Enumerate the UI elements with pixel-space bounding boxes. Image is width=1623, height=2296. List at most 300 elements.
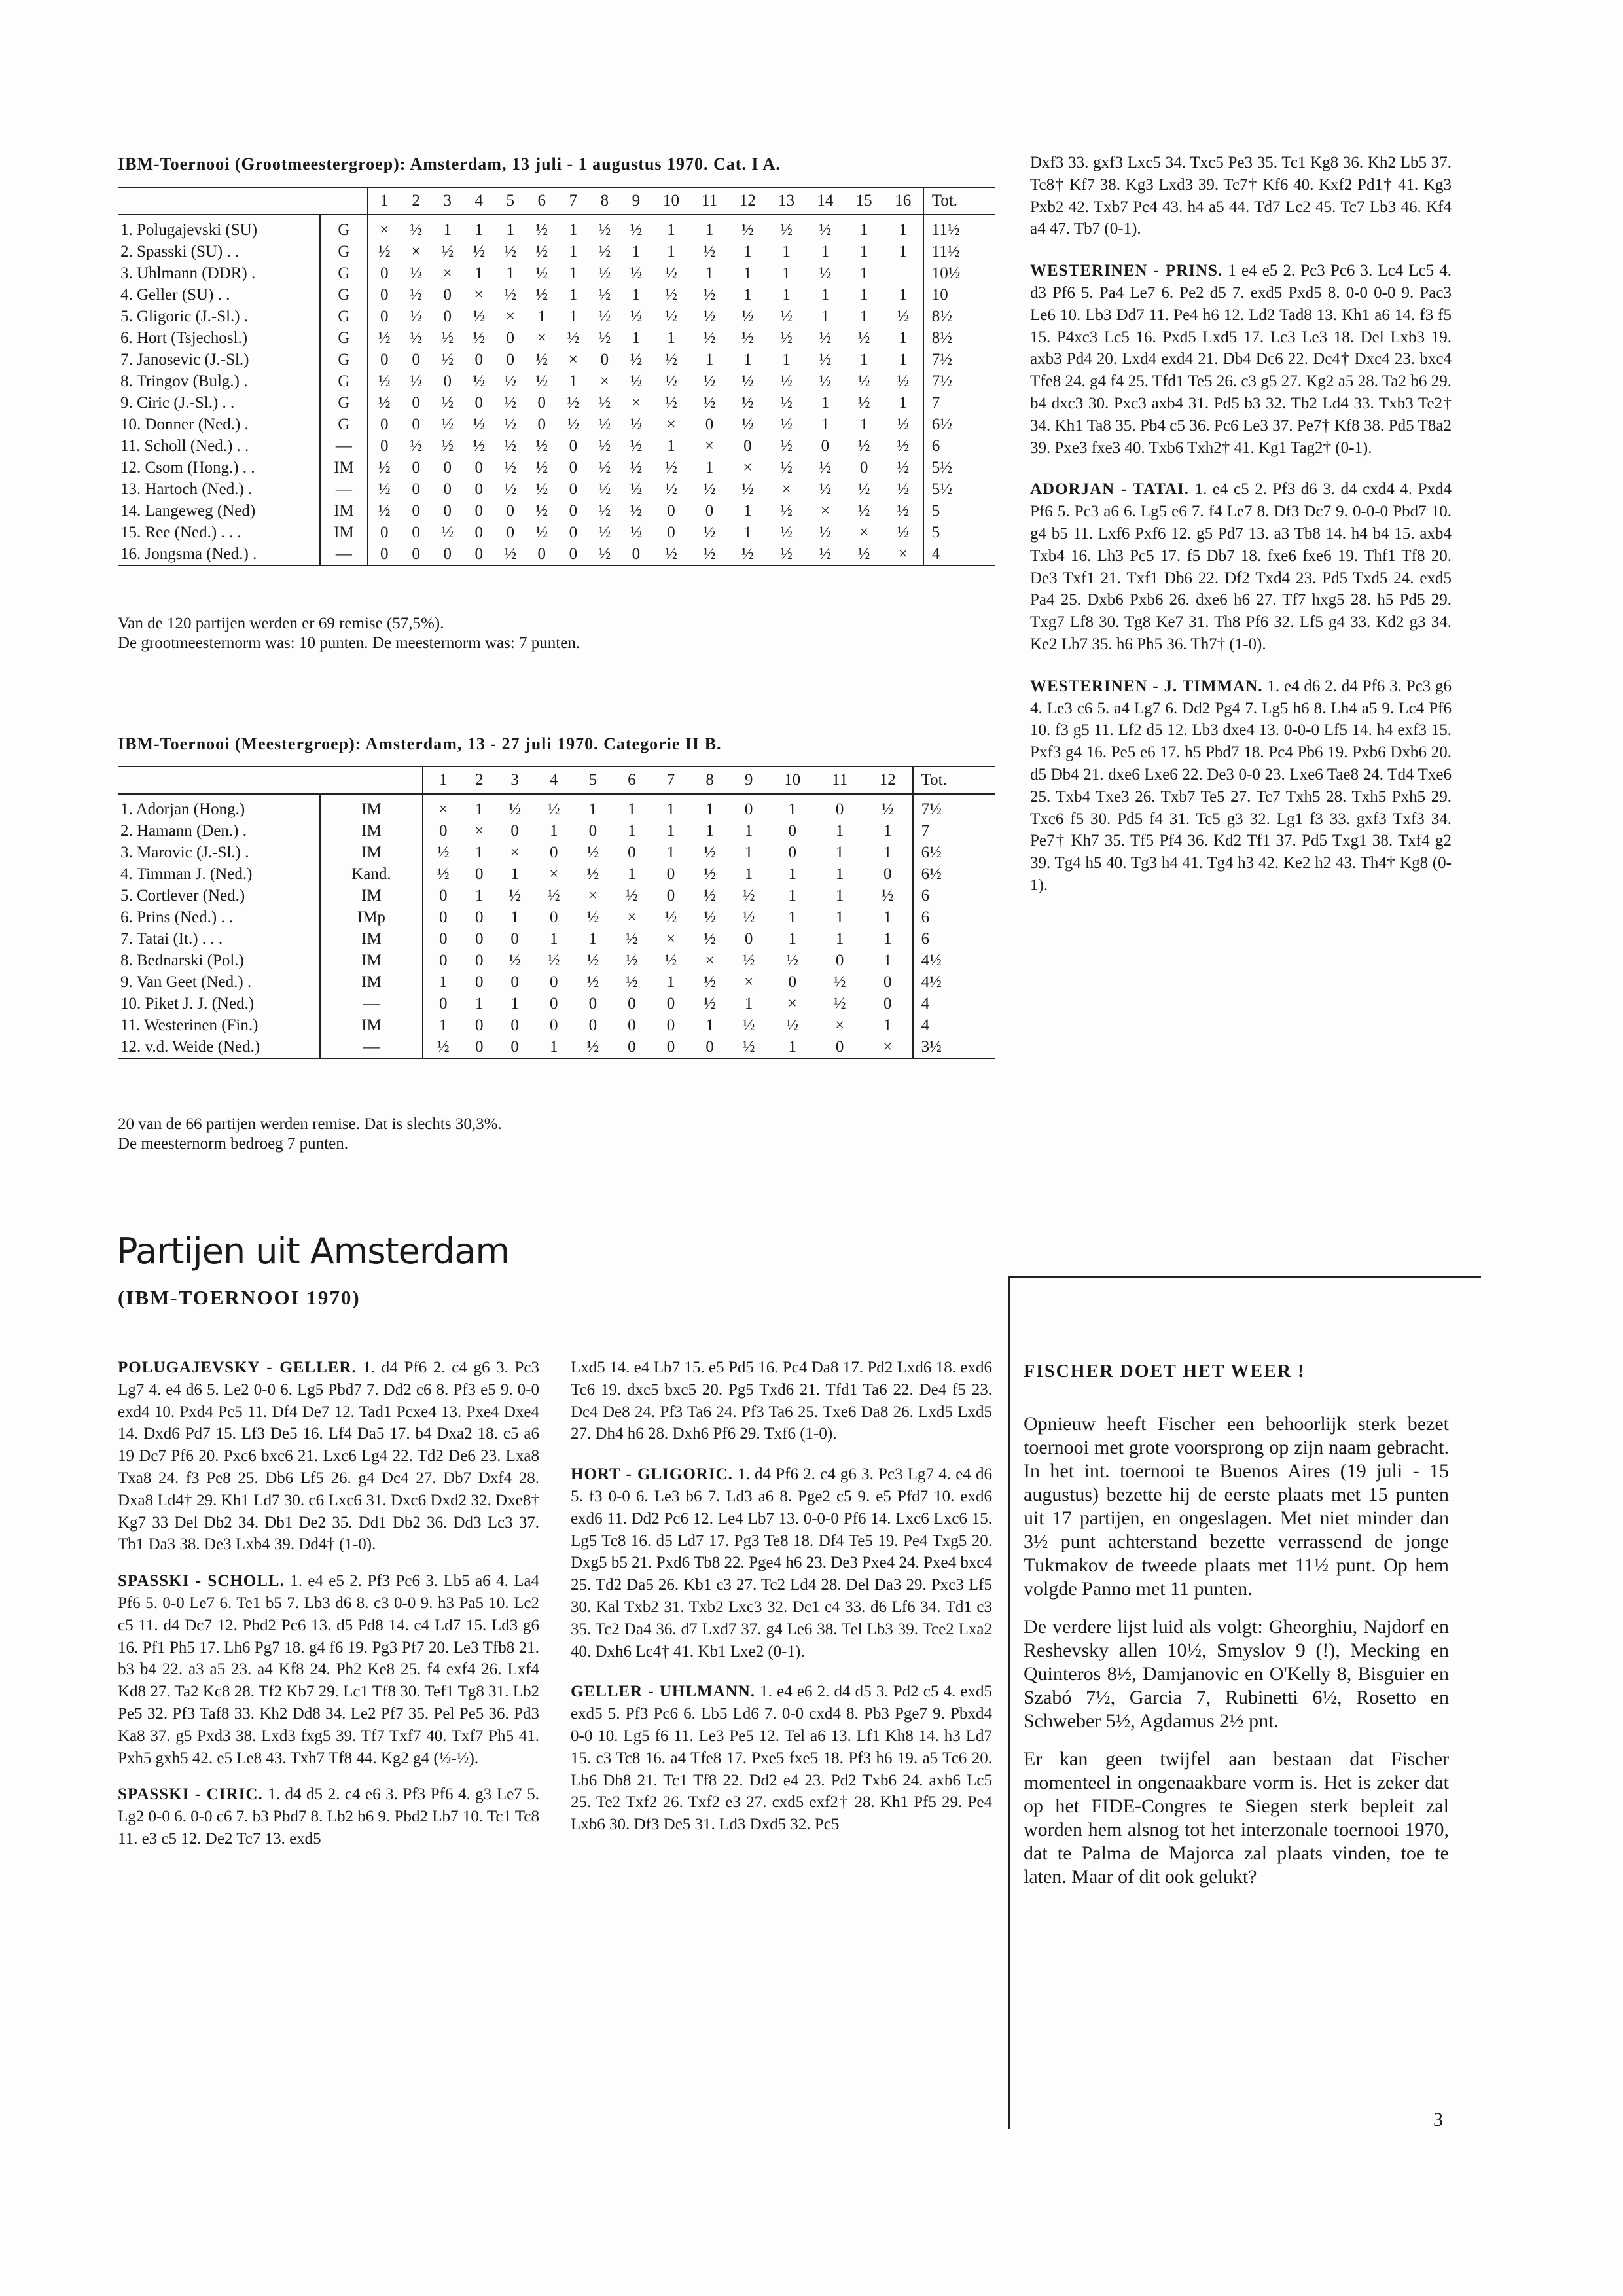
result-cell: ½ <box>504 393 517 412</box>
result-cell: ½ <box>567 393 580 412</box>
game-title: WESTERINEN - PRINS. <box>1030 262 1223 280</box>
result-cell: ½ <box>703 242 716 260</box>
result-cell: 0 <box>474 545 483 563</box>
player-name: 11. Scholl (Ned.) . . <box>120 437 249 455</box>
result-cell: ½ <box>598 264 611 282</box>
result-cell: 0 <box>506 329 515 347</box>
result-cell: 0 <box>788 973 796 991</box>
result-cell: ½ <box>665 480 677 498</box>
result-cell: ½ <box>897 458 910 476</box>
result-cell: 1 <box>550 929 558 948</box>
result-cell: 1 <box>628 800 636 818</box>
player-title: IM <box>320 794 423 820</box>
player-row <box>118 885 995 906</box>
result-cell: 0 <box>506 350 515 368</box>
result-cell: × <box>537 329 546 347</box>
player-total: 4½ <box>913 950 995 971</box>
result-cell: 0 <box>438 821 448 840</box>
player-row <box>118 928 995 950</box>
result-cell: 1 <box>899 329 908 347</box>
result-cell: ½ <box>630 350 643 368</box>
result-cell: ½ <box>441 242 454 260</box>
column-number: 6 <box>613 767 652 794</box>
result-cell: ½ <box>535 285 548 304</box>
result-cell: 1 <box>859 307 868 325</box>
player-total: 5½ <box>923 478 995 500</box>
result-cell: 0 <box>412 523 420 541</box>
result-cell: ½ <box>626 973 638 991</box>
result-cell: 0 <box>666 865 675 883</box>
result-cell: 1 <box>883 929 892 948</box>
game-moves: 1. e4 e5 2. Pf3 Pc6 3. Lb5 a6 4. La4 Pf6 5. 0-0 Le7 6. Te1 b5 7. Lb3 d6 8. c3 0-0 9. h3 Pa5 10. Lc2 c5 11. d4 Dc7 12. Pbd2 Pc6 13. d5 Pd8 14. c4 Ld7 15. Ld3 g6 16. Pf1 Ph5 17. Lh6 Pg7 18. g4 f6 19. Pg3 Pf7 20. Le3 Tfb8 21. b3 b4 22. a3 a5 23. a4 Kf8 24. Ph2 Ke8 25. f4 exf4 26. Lxf4 Kd8 27. Ta2 Kc8 28. Tf2 Kb7 29. Lc1 Tf8 30. Tef1 Tg8 31. Lb2 Pe5 32. Pf3 Taf8 33. Kh2 Dd8 34. Le2 Pf7 35. Pel Pe5 36. Pd3 Ka8 37. g5 Pxd3 38. Lxd3 fxg5 39. Tf7 Txf7 40. Txf7 Ph5 41. Pxh5 gxh5 42. e5 Le8 43. Txh7 Tf8 44. Kg2 g4 (½-½). <box>118 1572 540 1767</box>
result-cell: ½ <box>857 437 870 455</box>
result-cell: ½ <box>897 523 910 541</box>
player-name: 11. Westerinen (Fin.) <box>120 1016 259 1034</box>
result-cell: 0 <box>412 350 420 368</box>
result-cell: ½ <box>598 415 611 433</box>
result-cell: ½ <box>547 886 560 905</box>
player-name: 8. Tringov (Bulg.) . <box>120 372 248 390</box>
result-cell: 1 <box>788 865 796 883</box>
result-cell: 1 <box>588 929 597 948</box>
result-cell: ½ <box>703 329 716 347</box>
result-cell: ½ <box>630 221 643 239</box>
player-total: 10½ <box>923 262 995 284</box>
player-total: 5½ <box>923 457 995 478</box>
game-moves: 1 e4 e5 2. Pc3 Pc6 3. Lc4 Lc5 4. d3 Pf6 5. Pa4 Le7 6. Pe2 d5 7. exd5 Pxd5 8. 0-0 0-0 9. Pac3 Le6 10. Lb3 Dd7 11. Pe4 h6 12. Ld2 Tad8 13. Kh1 a6 14. f3 f5 15. P4xc3 Lc5 16. Pxd5 Lxd5 17. Lc3 Le3 18. Del Lxb3 19. axb3 Pd4 20. Lxd4 exd4 21. Db4 Dc6 22. Dc4† Dxc4 23. bxc4 Tfe8 24. g4 f4 25. Tfd1 Te5 26. c3 g5 27. Kg2 a5 28. Ta2 b6 29. b4 dxc3 30. Pxc3 axb4 31. Pd5 b3 32. Tb2 Ld4 33. Txb3 Te2† 34. Kh1 Ta8 35. Pb4 c5 36. Pc6 Le3 37. Pe7† Kf8 38. Pd5 T8a2 39. Pxe3 fxe3 40. Txb6 Txh2† 41. Kg1 Tag2† (0-1). <box>1030 262 1452 457</box>
result-cell: ½ <box>535 458 548 476</box>
result-cell: 1 <box>835 843 844 861</box>
column-number: 8 <box>690 767 730 794</box>
result-cell: ½ <box>508 886 522 905</box>
result-cell: 0 <box>438 951 448 969</box>
result-cell: 0 <box>537 415 546 433</box>
player-name: 5. Cortlever (Ned.) <box>120 886 245 905</box>
player-total: 11½ <box>923 215 995 241</box>
player-row <box>118 241 995 262</box>
result-cell: ½ <box>504 372 517 390</box>
result-cell: ½ <box>504 545 517 563</box>
result-cell: ½ <box>630 415 643 433</box>
result-cell: 0 <box>569 545 578 563</box>
result-cell: 1 <box>569 285 578 304</box>
player-row <box>118 993 995 1014</box>
result-cell: 1 <box>821 415 830 433</box>
result-cell: ½ <box>473 437 486 455</box>
games-column-1 <box>118 1357 539 1865</box>
result-cell: 1 <box>705 1016 714 1034</box>
result-cell: ½ <box>703 523 716 541</box>
result-cell: ½ <box>504 480 517 498</box>
column-number: 1 <box>368 188 401 215</box>
column-number: 10 <box>768 767 817 794</box>
result-cell: 1 <box>569 307 578 325</box>
player-total: 7½ <box>923 370 995 392</box>
result-cell: 1 <box>632 285 641 304</box>
result-cell: ½ <box>504 415 517 433</box>
player-name: 6. Prins (Ned.) . . <box>120 908 234 926</box>
result-cell: × <box>510 843 520 861</box>
result-cell: 1 <box>475 886 484 905</box>
player-total: 6 <box>923 435 995 457</box>
result-cell: 1 <box>666 843 675 861</box>
result-cell: 0 <box>438 886 448 905</box>
result-cell: ½ <box>819 350 832 368</box>
player-title: IM <box>320 842 423 863</box>
player-title: G <box>320 392 368 414</box>
result-cell: 1 <box>788 929 796 948</box>
result-cell: × <box>411 242 421 260</box>
result-cell: × <box>666 929 676 948</box>
result-cell: ½ <box>703 393 716 412</box>
result-cell: 1 <box>883 908 892 926</box>
result-cell: × <box>438 800 448 818</box>
result-cell: 1 <box>743 285 752 304</box>
result-cell: ½ <box>547 951 560 969</box>
result-cell: ½ <box>741 415 754 433</box>
result-cell: 0 <box>550 994 558 1013</box>
player-row <box>118 370 995 392</box>
result-cell: 0 <box>666 886 675 905</box>
result-cell: 1 <box>705 458 714 476</box>
result-cell: ½ <box>741 393 754 412</box>
result-cell: ½ <box>704 886 716 905</box>
column-number: 13 <box>767 188 806 215</box>
header-spacer <box>118 767 423 794</box>
result-cell: × <box>599 372 609 390</box>
result-cell: 1 <box>899 221 908 239</box>
player-title: IM <box>320 928 423 950</box>
column-number: 3 <box>495 767 535 794</box>
column-number: 9 <box>620 188 652 215</box>
game-moves: 1. e4 e6 2. d4 d5 3. Pd2 c5 4. exd5 exd5 5. Pf3 Pc6 6. Lb5 Ld6 7. 0-0 cxd4 8. Pb3 Pge7 9. Pbxd4 0-0 10. Lg5 f6 11. Le3 Pe5 12. Tel a6 13. Lf1 Kh8 14. h3 Ld7 15. c3 Tc8 16. a4 Tfe8 17. Pxe5 fxe5 18. Pf3 h6 19. a5 Tc6 20. Lb6 Db8 21. Tc1 Tf8 22. Dd2 e4 23. Pd2 Txb6 24. axb6 Lc5 25. Te2 Txf2 26. Txf2 e3 27. cxd5 exf2† 28. Kh1 Pf5 29. Pe4 Lxb6 30. Df3 De5 31. Ld3 Dxd5 32. Pc5 <box>571 1683 992 1834</box>
result-cell: ½ <box>897 372 910 390</box>
result-cell: 0 <box>475 973 484 991</box>
player-total: 7 <box>923 392 995 414</box>
player-total: 4 <box>913 993 995 1014</box>
result-cell: ½ <box>535 242 548 260</box>
result-cell: 1 <box>667 437 675 455</box>
player-total: 6 <box>913 928 995 950</box>
result-cell: ½ <box>703 480 716 498</box>
player-title: IM <box>320 457 368 478</box>
result-cell: × <box>568 350 578 368</box>
player-row <box>118 284 995 306</box>
result-cell: ½ <box>780 372 793 390</box>
page-subheading: (IBM-TOERNOOI 1970) <box>118 1286 361 1309</box>
result-cell: × <box>505 307 515 325</box>
player-title: G <box>320 215 368 241</box>
result-cell: × <box>549 865 559 883</box>
result-cell: ½ <box>857 393 870 412</box>
result-cell: 0 <box>475 929 484 948</box>
result-cell: 0 <box>380 545 389 563</box>
result-cell: ½ <box>857 329 870 347</box>
result-cell: 0 <box>537 393 546 412</box>
player-title: G <box>320 414 368 435</box>
result-cell: 1 <box>666 800 675 818</box>
result-cell: 1 <box>705 821 714 840</box>
result-cell: ½ <box>665 307 677 325</box>
result-cell: 0 <box>380 285 389 304</box>
player-title: — <box>320 1036 423 1058</box>
result-cell: ½ <box>819 221 832 239</box>
result-cell: 1 <box>883 1016 892 1034</box>
result-cell: × <box>705 951 715 969</box>
column-number: 7 <box>558 188 589 215</box>
result-cell: ½ <box>410 285 423 304</box>
player-name: 9. Ciric (J.-Sl.) . . <box>120 393 235 412</box>
result-cell: 0 <box>412 458 420 476</box>
result-cell: ½ <box>378 501 391 520</box>
result-cell: 0 <box>588 821 597 840</box>
result-cell: 0 <box>666 1037 675 1056</box>
result-cell: ½ <box>665 458 677 476</box>
result-cell: 0 <box>443 480 452 498</box>
result-cell: ½ <box>704 908 716 926</box>
result-cell: × <box>787 994 797 1013</box>
player-total: 7½ <box>913 794 995 820</box>
result-cell: ½ <box>786 951 799 969</box>
column-number: 9 <box>729 767 768 794</box>
result-cell: ½ <box>857 545 870 563</box>
result-cell: ½ <box>741 221 754 239</box>
column-number: 3 <box>432 188 463 215</box>
result-cell: 1 <box>788 908 796 926</box>
result-cell: ½ <box>378 242 391 260</box>
result-cell: ½ <box>598 458 611 476</box>
player-title: G <box>320 241 368 262</box>
result-cell: 0 <box>475 908 484 926</box>
result-cell: 0 <box>443 285 452 304</box>
result-cell: ½ <box>535 523 548 541</box>
game-moves: 1. e4 d6 2. d4 Pf6 3. Pc3 g6 4. Le3 c6 5. a4 Lg7 6. Dd2 Pg4 7. Lg5 h6 8. Lh4 a5 9. Lc4 Pf6 10. f3 g5 11. Lf2 d5 12. Lb3 dxe4 13. 0-0-0 Lf5 14. h4 exf3 15. Pxf3 g4 16. Pe5 e6 17. h5 Pbd7 18. Pc4 Pb6 19. Pxb6 Dxb6 20. d5 Db4 21. dxe6 Lxe6 22. De3 0-0 23. Lxe6 Tae8 24. Td4 Txe6 25. Txb4 Txe3 26. Txb7 Te5 27. Tc7 Txh5 28. Txh5 Pxh5 29. Txc6 f5 30. Pd5 f4 31. Tc5 g3 32. Lg1 f3 33. gxf3 Txf3 34. Pe7† Kh7 35. Tf5 Pf4 36. Kd2 Tf1 37. Pd5 Txg1 38. Txf4 g2 39. Tg4 h5 40. Tg3 h4 41. Tg4 h3 42. Ke2 h2 43. Th4† Kg8 (0-1). <box>1030 677 1452 894</box>
result-cell: ½ <box>833 973 846 991</box>
result-cell: ½ <box>410 264 423 282</box>
result-cell: 1 <box>821 285 830 304</box>
result-cell: × <box>743 458 753 476</box>
result-cell: 0 <box>550 908 558 926</box>
result-cell: 0 <box>510 1016 519 1034</box>
result-cell: 1 <box>835 821 844 840</box>
result-cell: × <box>666 415 676 433</box>
result-cell: ½ <box>437 1037 450 1056</box>
result-cell: ½ <box>410 221 423 239</box>
games-column-2 <box>571 1357 992 1854</box>
result-cell: ½ <box>819 458 832 476</box>
player-total: 7 <box>913 820 995 842</box>
result-cell: 0 <box>744 929 753 948</box>
result-cell: × <box>380 221 389 239</box>
result-cell: ½ <box>626 886 638 905</box>
player-total: 6 <box>913 885 995 906</box>
result-cell: ½ <box>626 951 638 969</box>
result-cell: 0 <box>412 480 420 498</box>
player-name: 12. v.d. Weide (Ned.) <box>120 1037 260 1056</box>
result-cell: ½ <box>704 929 716 948</box>
result-cell: × <box>820 501 830 520</box>
result-cell: 1 <box>743 501 752 520</box>
player-row <box>118 327 995 349</box>
total-header: Tot. <box>913 767 995 794</box>
result-cell: ½ <box>741 372 754 390</box>
result-cell: ½ <box>881 886 894 905</box>
result-cell: 0 <box>438 908 448 926</box>
player-name: 1. Adorjan (Hong.) <box>120 800 245 818</box>
column-number: 15 <box>845 188 883 215</box>
result-cell: × <box>859 523 869 541</box>
result-cell: 0 <box>550 973 558 991</box>
player-total: 5 <box>923 522 995 543</box>
result-cell: ½ <box>473 242 486 260</box>
page-number: 3 <box>1433 2109 1443 2130</box>
result-cell: ½ <box>547 800 560 818</box>
result-cell: ½ <box>780 458 793 476</box>
player-title: G <box>320 284 368 306</box>
result-cell: 1 <box>569 221 578 239</box>
result-cell: ½ <box>704 973 716 991</box>
result-cell: 1 <box>835 929 844 948</box>
table2-note-norm: De meesternorm bedroeg 7 punten. <box>118 1135 348 1153</box>
result-cell: 0 <box>667 523 675 541</box>
result-cell: ½ <box>598 393 611 412</box>
column-number: 7 <box>651 767 690 794</box>
result-cell: ½ <box>786 1016 799 1034</box>
result-cell: ½ <box>441 415 454 433</box>
result-cell: ½ <box>410 329 423 347</box>
player-row <box>118 215 995 241</box>
result-cell: ½ <box>630 264 643 282</box>
player-total: 4 <box>923 543 995 565</box>
result-cell: 0 <box>443 307 452 325</box>
table2-note-remise: 20 van de 66 partijen werden remise. Dat is slechts 30,3%. <box>118 1115 502 1133</box>
column-number: 5 <box>573 767 613 794</box>
player-title: — <box>320 543 368 565</box>
result-cell: 0 <box>474 523 483 541</box>
player-total: 8½ <box>923 327 995 349</box>
player-title: G <box>320 327 368 349</box>
result-cell: 0 <box>883 865 892 883</box>
result-cell: 1 <box>821 307 830 325</box>
result-cell: ½ <box>819 480 832 498</box>
result-cell: 0 <box>412 415 420 433</box>
result-cell: 0 <box>743 437 752 455</box>
column-number: 5 <box>495 188 526 215</box>
result-cell: 1 <box>743 264 752 282</box>
player-title: IM <box>320 1014 423 1036</box>
result-cell: 1 <box>506 221 515 239</box>
result-cell: 0 <box>380 264 389 282</box>
result-cell: ½ <box>819 545 832 563</box>
column-number: 2 <box>401 188 432 215</box>
column-number: 10 <box>652 188 690 215</box>
result-cell: 1 <box>743 242 752 260</box>
result-cell: 0 <box>475 865 484 883</box>
player-name: 5. Gligoric (J.-Sl.) . <box>120 307 249 325</box>
result-cell: ½ <box>535 501 548 520</box>
result-cell: ½ <box>586 865 599 883</box>
fischer-paragraph-1: Opnieuw heeft Fischer een behoorlijk sterk bezet toernooi met grote voorsprong op zijn naam gebracht. In het int. toernooi te Buenos Aires (19 juli - 15 augustus) bezette hij de eerste plaats met 15 punten uit 17 partijen, en ongeslagen. Met niet minder dan 3½ punt achterstand bezette verrassend de jonge Tukmakov de tweede plaats met 11½ punt. Op hem volgde Panno met 11 punten. <box>1024 1413 1449 1600</box>
result-cell: 0 <box>537 545 546 563</box>
player-name: 15. Ree (Ned.) . . . <box>120 523 241 541</box>
result-cell: 0 <box>569 480 578 498</box>
result-cell: 0 <box>705 1037 714 1056</box>
column-number: 14 <box>806 188 844 215</box>
player-name: 12. Csom (Hong.) . . <box>120 458 255 476</box>
result-cell: ½ <box>437 843 450 861</box>
game-moves: 1. d4 d5 2. c4 e6 3. Pf3 Pf6 4. g3 Le7 5. Lg2 0-0 6. 0-0 c6 7. b3 Pbd7 8. Lb2 b6 9. Pbd2 Lb7 10. Tc1 Tc8 11. e3 c5 12. De2 Tc7 13. exd5 <box>118 1785 539 1848</box>
result-cell: ½ <box>598 437 611 455</box>
result-cell: ½ <box>598 480 611 498</box>
result-cell: ½ <box>598 523 611 541</box>
result-cell: ½ <box>833 994 846 1013</box>
result-cell: 1 <box>628 865 636 883</box>
result-cell: ½ <box>704 843 716 861</box>
player-name: 7. Janosevic (J.-Sl.) <box>120 350 249 368</box>
result-cell: 0 <box>506 523 515 541</box>
player-title: IM <box>320 820 423 842</box>
result-cell: ½ <box>780 501 793 520</box>
result-cell: 1 <box>474 221 483 239</box>
result-cell: ½ <box>742 1016 755 1034</box>
result-cell: × <box>835 1016 845 1034</box>
result-cell: 0 <box>380 307 389 325</box>
result-cell: × <box>883 1037 893 1056</box>
result-cell: 1 <box>788 1037 796 1056</box>
result-cell: 0 <box>412 501 420 520</box>
result-cell: ½ <box>897 480 910 498</box>
result-cell: ½ <box>630 523 643 541</box>
player-total: 6½ <box>923 414 995 435</box>
player-total: 11½ <box>923 241 995 262</box>
game-moves: Lxd5 14. e4 Lb7 15. e5 Pd5 16. Pc4 Da8 17. Pd2 Lxd6 18. exd6 Tc6 19. dxc5 bxc5 20. Pg5 Txd6 21. Tfd1 Ta6 22. De4 f5 23. Dc4 De8 24. Pf3 Ta6 24. Pf3 Ta6 25. Txe6 Da8 26. Lxd5 Lxd5 27. Dh4 h6 28. Dxh6 Pf6 29. Txf6 (1-0). <box>571 1359 992 1443</box>
result-cell: 1 <box>744 821 753 840</box>
result-cell: ½ <box>780 221 793 239</box>
player-total: 3½ <box>913 1036 995 1058</box>
player-name: 2. Hamann (Den.) . <box>120 821 247 840</box>
header-spacer <box>118 188 368 215</box>
result-cell <box>883 262 923 284</box>
result-cell: ½ <box>819 372 832 390</box>
game-entry <box>1030 152 1452 240</box>
result-cell: ½ <box>857 372 870 390</box>
result-cell: 1 <box>667 242 675 260</box>
result-cell: 0 <box>883 994 892 1013</box>
result-cell: 0 <box>821 437 830 455</box>
result-cell: ½ <box>857 501 870 520</box>
player-title: G <box>320 349 368 370</box>
table1-note-remise: Van de 120 partijen werden er 69 remise (57,5%). <box>118 615 444 632</box>
result-cell: 0 <box>628 1016 636 1034</box>
result-cell: 0 <box>412 393 420 412</box>
game-title: SPASSKI - CIRIC. <box>118 1785 263 1804</box>
result-cell: ½ <box>664 951 677 969</box>
result-cell: 0 <box>506 501 515 520</box>
result-cell: 0 <box>569 458 578 476</box>
result-cell: ½ <box>378 329 391 347</box>
result-cell: 1 <box>859 264 868 282</box>
result-cell: 1 <box>705 264 714 282</box>
result-cell: 0 <box>588 994 597 1013</box>
player-name: 16. Jongsma (Ned.) . <box>120 545 257 563</box>
player-row <box>118 863 995 885</box>
column-number: 8 <box>589 188 620 215</box>
player-row <box>118 971 995 993</box>
result-cell: ½ <box>897 415 910 433</box>
game-title: ADORJAN - TATAI. <box>1030 480 1190 499</box>
player-row <box>118 500 995 522</box>
result-cell: ½ <box>441 350 454 368</box>
